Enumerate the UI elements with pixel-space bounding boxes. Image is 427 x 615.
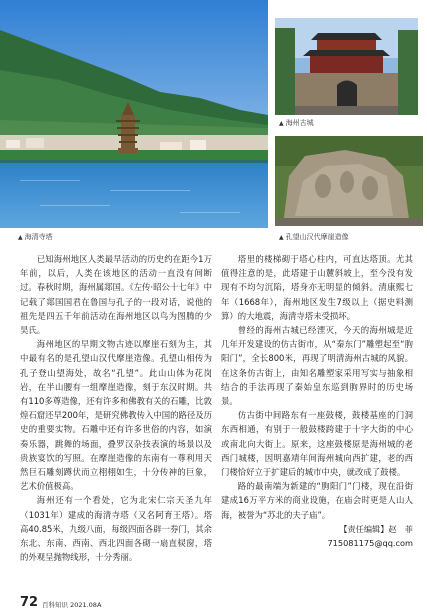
caption-text: 孔望山汉代摩崖造像 [285,233,349,241]
caption-text: 海清寺塔 [24,233,53,241]
caption-triangle-icon: ▲ [279,120,284,127]
page-number: 72 [20,595,39,610]
photo-haizhou-ancient-city [275,18,418,115]
main-photo-haiqing-pagoda [0,0,268,228]
caption-triangle-icon: ▲ [18,234,23,241]
body-paragraph: 塔里的楼梯砌于塔心柱内，可直达塔顶。尤其值得注意的是，此塔建于山麓斜坡上，至今没有发现有不均匀沉陷，塔身亦无明显的倾斜。清康熙七年（1668年），海州地区发生7级以上（据史料测算）的大地震，海清寺塔未受损坏。 [221,254,413,321]
publication-info: 百科知识 2021.08A [42,601,102,609]
caption-haizhou-ancient-city [279,118,314,128]
body-paragraph: 路的最南端为新建的“朐阳门”门楼，现在沿街建成16万平方米的商业设施，在庙会时更是人山人海，被誉为“苏北的夫子庙”。 [221,481,413,520]
body-paragraph: 仿古街中间路东有一座鼓楼，鼓楼基座的门洞东西相通，有别于一般鼓楼跨建于十字大街的中心或南北向大街上。原来，这座鼓楼原是海州城的老西门城楼，因明嘉靖年间海州城向西扩建，老的西门楼恰好立于扩建后的城市中央，就改成了鼓楼。 [221,410,413,478]
responsible-editor: 【责任编辑】赵 菲 [339,523,413,534]
editor-email: 715081175@qq.com [327,537,413,548]
caption-triangle-icon: ▲ [279,234,284,241]
body-paragraph: 海州还有一个看处，它为北宋仁宗天圣九年（1031年）建成的海清寺塔（又名阿育王塔）。塔高40.85米，九级八面，每级四面各辟一券门，其余东北、东南、西南、西北四面各砌一扇直棂窗，塔的外观呈抛物线形，十分秀丽。 [20,495,212,563]
photo-kongwang-rock-carvings [275,136,423,226]
left-text-column [20,252,212,564]
caption-text: 海州古城 [285,119,314,127]
caption-haiqing-pagoda [18,232,53,242]
caption-kongwang-rock-carvings [279,232,349,242]
right-text-column [221,252,413,550]
body-paragraph: 已知海州地区人类最早活动的历史约在距今1万年前，以后，人类在该地区的活动一直没有间断过。春秋时期，海州属郯国。《左传·昭公十七年》中记载了郯国国君在鲁国与孔子的一段对话，说他的祖先是四五千年前活动在海州地区以鸟为图腾的少昊氏。 [20,254,212,336]
body-paragraph: 海州地区的早期文物古迹以摩崖石刻为主，其中最有名的是孔望山汉代摩崖造像。孔望山相传为孔子登山望海处，故名“孔望”。此山山体为花岗岩，在半山腰有一组摩崖造像，刻于东汉时期。共有110多尊造像，还有许多和佛教有关的石雕，比敦煌石窟还早200年，是研究佛教传入中国的路径及历史的重要实物。石雕中还有许多世俗的内容，如演奏乐器，跳舞的场面，叠罗汉杂技表演的场景以及贵族宴饮的写照。在摩崖造像的东南有一尊利用天然巨石雕刻蹲伏而立栩栩如生，十分传神的巨象，艺术价值极高。 [20,339,212,492]
body-paragraph: 曾经的海州古城已经湮灭，今天的海州城是近几年开发建设的仿古街市，从“秦东门”雕塑起至“朐阳门”，全长800米，再现了明清海州古城的风貌。在这条仿古街上，由知名雕塑家采用写实与抽象相结合的手法再现了秦始皇东巡到朐界时的历史场景。 [221,325,413,407]
